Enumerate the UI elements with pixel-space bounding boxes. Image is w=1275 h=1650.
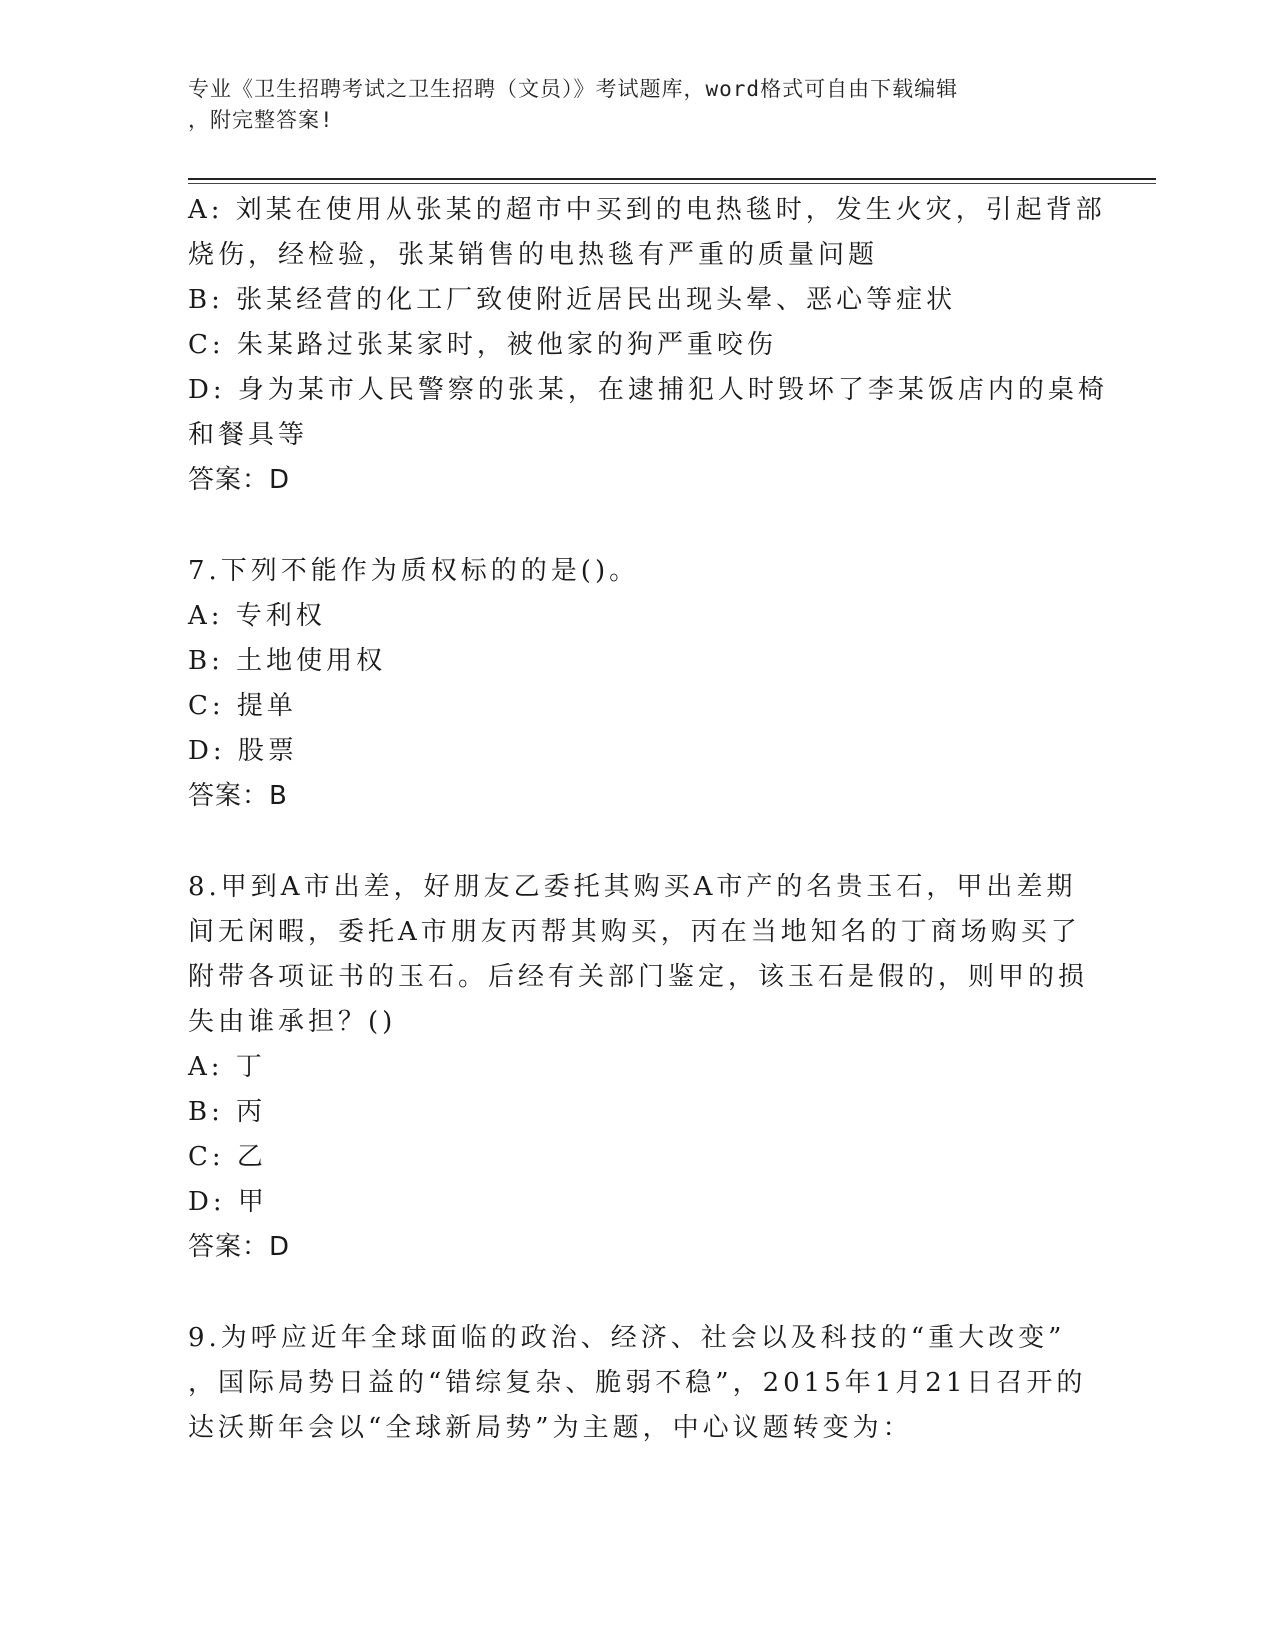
q8-question-line-3: 附带各项证书的玉石。后经有关部门鉴定，该玉石是假的，则甲的损 (188, 962, 1089, 992)
question-7-block (188, 549, 1088, 819)
q6-option-d-line-2: 和餐具等 (188, 420, 309, 450)
q9-question-line-3: 达沃斯年会以“全球新局势”为主题，中心议题转变为： (188, 1413, 913, 1443)
q6-option-a-line-2: 烧伤，经检验，张某销售的电热毯有严重的质量问题 (188, 240, 879, 270)
q8-question-line-2: 间无闲暇，委托A市朋友丙帮其购买，丙在当地知名的丁商场购买了 (188, 917, 1081, 947)
header-divider-thick (188, 178, 1156, 180)
q8-option-a: A: 丁 (188, 1052, 266, 1082)
q7-answer: 答案：B (188, 781, 288, 811)
spacer (188, 1270, 1088, 1316)
spacer (188, 503, 1088, 549)
q8-option-d: D: 甲 (188, 1187, 268, 1217)
q8-question-line-4: 失由谁承担？() (188, 1007, 397, 1037)
q8-question-line-1: 8.甲到A市出差，好朋友乙委托其购买A市产的名贵玉石，甲出差期 (188, 872, 1077, 902)
q6-option-a-line-1: A: 刘某在使用从张某的超市中买到的电热毯时，发生火灾，引起背部 (188, 195, 1106, 225)
question-8-block (188, 865, 1088, 1270)
header-line-1: 专业《卫生招聘考试之卫生招聘（文员）》考试题库，word格式可自由下载编辑 (188, 77, 959, 101)
question-9-block (188, 1316, 1088, 1451)
spacer (188, 819, 1088, 865)
q9-question-line-2: ，国际局势日益的“错综复杂、脆弱不稳”，2015年1月21日召开的 (188, 1368, 1087, 1398)
q7-option-b: B: 土地使用权 (188, 646, 387, 676)
document-header (188, 74, 1078, 136)
q6-option-c: C: 朱某路过张某家时，被他家的狗严重咬伤 (188, 330, 777, 360)
q7-option-a: A: 专利权 (188, 601, 326, 631)
q8-option-b: B: 丙 (188, 1097, 267, 1127)
q6-option-b: B: 张某经营的化工厂致使附近居民出现头晕、恶心等症状 (188, 285, 957, 315)
header-line-2: ，附完整答案! (188, 108, 334, 132)
header-divider-thin (188, 183, 1156, 184)
question-6-block (188, 188, 1108, 503)
q8-option-c: C: 乙 (188, 1142, 267, 1172)
document-body (188, 188, 1108, 1451)
q8-answer: 答案：D (188, 1232, 291, 1262)
q6-option-d-line-1: D: 身为某市人民警察的张某，在逮捕犯人时毁坏了李某饭店内的桌椅 (188, 375, 1108, 405)
q7-option-c: C: 提单 (188, 691, 297, 721)
q9-question-line-1: 9.为呼应近年全球面临的政治、经济、社会以及科技的“重大改变” (188, 1323, 1066, 1353)
q6-answer: 答案：D (188, 465, 291, 495)
q7-option-d: D: 股票 (188, 736, 298, 766)
q7-question: 7.下列不能作为质权标的的是()。 (188, 556, 640, 586)
